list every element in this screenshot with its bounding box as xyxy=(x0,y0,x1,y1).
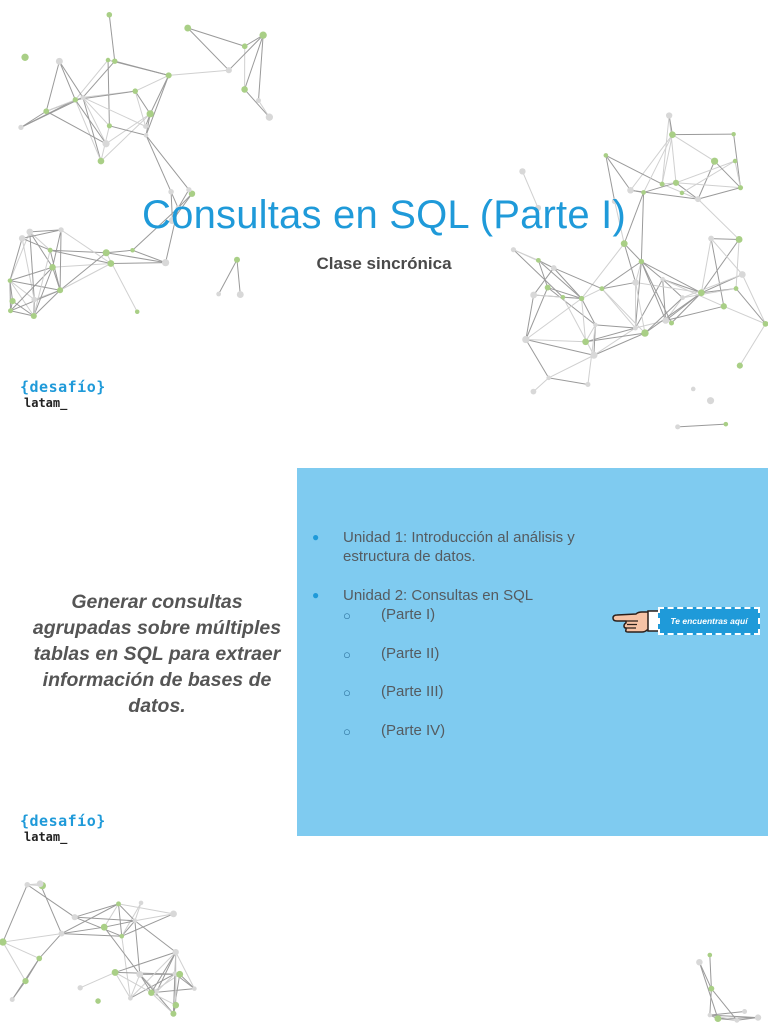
network-line xyxy=(109,126,146,135)
unit-2-part-4 xyxy=(343,721,611,760)
sub-bullet-icon: ○ xyxy=(343,723,351,739)
network-line xyxy=(682,161,735,193)
unit-2-part-1 xyxy=(343,605,611,644)
network-node xyxy=(59,931,65,937)
network-line xyxy=(645,293,701,333)
network-line xyxy=(710,1012,745,1016)
network-line xyxy=(594,328,636,355)
next-slide-partial xyxy=(0,864,768,1024)
network-node xyxy=(237,291,244,298)
network-node xyxy=(192,986,197,991)
network-node xyxy=(593,323,597,327)
network-node xyxy=(112,969,119,976)
network-node xyxy=(144,133,149,138)
network-line xyxy=(676,183,741,188)
network-line xyxy=(533,378,548,392)
network-node xyxy=(8,278,13,283)
network-node xyxy=(511,247,516,252)
network-node xyxy=(112,58,117,63)
network-line xyxy=(582,289,602,299)
network-node xyxy=(78,985,83,990)
network-node xyxy=(107,123,112,128)
network-node xyxy=(116,901,121,906)
network-node xyxy=(708,1013,712,1017)
network-line xyxy=(229,35,263,70)
network-node xyxy=(119,934,124,939)
network-node xyxy=(216,292,221,297)
network-node xyxy=(545,285,551,291)
part-label: (Parte I) xyxy=(381,606,436,623)
network-node xyxy=(170,910,177,917)
bullet-icon: ● xyxy=(312,530,320,544)
network-node xyxy=(711,158,718,165)
network-line xyxy=(151,993,176,1005)
logo-text-desafio: {desafío} xyxy=(20,812,106,830)
network-line xyxy=(595,325,635,328)
network-node xyxy=(707,397,714,404)
network-node xyxy=(43,108,49,114)
network-node xyxy=(733,159,737,163)
unit-2-part-3 xyxy=(343,682,611,721)
network-node xyxy=(738,185,743,190)
network-node xyxy=(136,971,143,978)
units-panel xyxy=(297,468,768,836)
network-line xyxy=(108,60,109,126)
network-line xyxy=(34,290,60,316)
network-node xyxy=(148,990,154,996)
network-line xyxy=(676,161,735,183)
network-line xyxy=(59,61,75,99)
network-line xyxy=(549,378,588,385)
network-node xyxy=(95,998,101,1004)
network-line xyxy=(672,134,733,135)
sub-bullet-icon: ○ xyxy=(343,608,351,623)
pointing-hand-icon xyxy=(612,608,660,634)
network-line xyxy=(130,974,139,998)
network-node xyxy=(680,295,685,300)
network-line xyxy=(669,116,676,183)
network-line xyxy=(710,955,712,989)
network-node xyxy=(673,180,679,186)
network-line xyxy=(602,289,636,328)
desafio-latam-logo xyxy=(20,814,106,843)
network-line xyxy=(135,91,150,114)
network-node xyxy=(709,986,715,992)
network-line xyxy=(46,111,106,144)
logo-text-latam: latam_ xyxy=(24,396,68,410)
network-node xyxy=(102,140,109,147)
units-list xyxy=(311,528,611,759)
network-line xyxy=(245,89,270,117)
network-line xyxy=(122,936,131,998)
network-node xyxy=(715,1015,722,1022)
network-node xyxy=(662,317,669,324)
network-node xyxy=(130,248,135,253)
network-line xyxy=(10,281,11,311)
network-line xyxy=(39,934,61,959)
logo-text-latam: latam_ xyxy=(24,830,68,844)
network-line xyxy=(699,962,711,988)
network-node xyxy=(734,1018,739,1023)
network-node xyxy=(256,98,261,103)
network-node xyxy=(522,336,529,343)
sub-bullet-icon: ○ xyxy=(343,685,351,700)
network-line xyxy=(46,100,75,111)
network-node xyxy=(669,320,674,325)
network-node xyxy=(186,187,191,192)
network-node xyxy=(546,376,551,381)
unit-1-label: Unidad 1: Introducción al análisis y estructura de datos. xyxy=(343,529,575,565)
network-line xyxy=(3,942,39,958)
network-node xyxy=(519,168,525,174)
network-node xyxy=(721,303,727,309)
network-node xyxy=(641,329,648,336)
network-line xyxy=(742,274,765,323)
network-node xyxy=(73,97,78,102)
network-node xyxy=(561,295,565,299)
network-node xyxy=(166,72,172,78)
network-line xyxy=(75,917,135,921)
network-line xyxy=(34,267,53,316)
network-line xyxy=(40,884,61,934)
desafio-latam-logo xyxy=(20,380,106,409)
network-line xyxy=(106,250,132,252)
network-node xyxy=(0,938,7,945)
network-line xyxy=(135,921,176,952)
part-label: (Parte II) xyxy=(381,644,440,662)
network-line xyxy=(645,298,683,333)
network-node xyxy=(106,58,111,63)
network-line xyxy=(135,91,145,126)
you-are-here-marker xyxy=(612,606,768,642)
network-line xyxy=(678,424,726,427)
network-line xyxy=(21,111,46,127)
network-node xyxy=(604,153,609,158)
network-node xyxy=(107,12,113,18)
network-line xyxy=(526,339,549,377)
network-line xyxy=(22,238,50,250)
network-line xyxy=(526,295,534,339)
network-node xyxy=(660,277,665,282)
network-node xyxy=(737,363,743,369)
network-node xyxy=(98,158,105,165)
network-node xyxy=(585,382,590,387)
network-line xyxy=(245,35,264,89)
network-node xyxy=(143,124,148,129)
network-node xyxy=(176,971,183,978)
network-node xyxy=(170,1011,176,1017)
network-node xyxy=(36,956,42,962)
network-node xyxy=(621,240,628,247)
network-node xyxy=(530,292,537,299)
network-node xyxy=(633,326,638,331)
network-node xyxy=(599,286,604,291)
network-line xyxy=(3,934,62,942)
network-node xyxy=(133,919,137,923)
objective-slide xyxy=(0,432,768,864)
unit-item-2 xyxy=(311,586,611,759)
logo-text-desafio: {desafío} xyxy=(20,378,106,396)
network-node xyxy=(48,248,53,253)
network-line xyxy=(122,914,174,936)
part-label: (Parte IV) xyxy=(381,721,446,739)
network-node xyxy=(10,997,15,1002)
network-line xyxy=(135,914,174,921)
network-node xyxy=(101,924,108,931)
network-line xyxy=(146,135,171,192)
network-node xyxy=(660,182,665,187)
network-node xyxy=(731,132,735,136)
network-node xyxy=(147,110,154,117)
network-node xyxy=(173,949,179,955)
network-line xyxy=(109,15,114,61)
network-node xyxy=(742,1009,747,1014)
network-line xyxy=(724,306,766,324)
network-node xyxy=(259,32,266,39)
network-node xyxy=(135,310,140,315)
network-node xyxy=(25,882,31,888)
bullet-icon: ● xyxy=(312,588,320,602)
network-line xyxy=(101,114,150,161)
network-line xyxy=(736,289,765,324)
network-line xyxy=(146,135,189,189)
network-line xyxy=(3,942,26,981)
learning-objective: Generar consultas agrupadas sobre múltiples tablas en SQL para extraer información de bases de datos. xyxy=(32,591,282,717)
slide-title: Consultas en SQL (Parte I) xyxy=(142,193,626,237)
network-line xyxy=(83,61,115,97)
network-line xyxy=(563,297,594,355)
network-line xyxy=(115,61,169,75)
network-node xyxy=(132,88,138,94)
network-line xyxy=(549,355,594,378)
network-background-decoration xyxy=(0,864,768,1024)
network-node xyxy=(666,112,672,118)
network-node xyxy=(582,338,589,345)
network-line xyxy=(62,934,122,937)
network-line xyxy=(663,279,724,306)
network-line xyxy=(699,962,718,1018)
network-line xyxy=(151,952,175,993)
network-node xyxy=(698,289,705,296)
network-node xyxy=(675,424,680,429)
network-line xyxy=(151,993,173,1014)
unit-2-part-2 xyxy=(343,644,611,683)
title-slide xyxy=(0,0,768,432)
network-node xyxy=(755,1014,761,1020)
network-node xyxy=(734,286,739,291)
network-node xyxy=(37,880,44,887)
network-node xyxy=(632,279,639,286)
network-line xyxy=(662,116,669,185)
network-node xyxy=(184,25,191,32)
network-node xyxy=(173,1002,179,1008)
unit-item-1 xyxy=(311,528,611,566)
network-node xyxy=(531,389,537,395)
network-node xyxy=(18,125,23,130)
network-line xyxy=(169,70,229,75)
network-node xyxy=(8,308,13,313)
network-node xyxy=(723,422,728,427)
slide-subtitle: Clase sincrónica xyxy=(316,254,452,273)
network-node xyxy=(21,54,28,61)
network-node xyxy=(696,959,702,965)
network-node xyxy=(80,95,85,100)
network-line xyxy=(27,885,74,917)
network-node xyxy=(31,313,37,319)
network-node xyxy=(139,901,144,906)
network-node xyxy=(31,297,37,303)
network-node xyxy=(708,953,713,958)
network-node xyxy=(128,996,133,1001)
network-node xyxy=(56,58,63,65)
network-node xyxy=(241,86,248,93)
network-line xyxy=(672,135,714,161)
part-label: (Parte III) xyxy=(381,683,444,700)
network-node xyxy=(22,978,28,984)
network-line xyxy=(3,885,27,942)
network-node xyxy=(669,131,676,138)
network-line xyxy=(46,61,59,111)
network-line xyxy=(711,239,739,240)
network-node xyxy=(242,43,248,49)
network-node xyxy=(266,114,273,121)
network-line xyxy=(83,97,146,126)
network-line xyxy=(59,61,82,97)
network-node xyxy=(691,387,696,392)
network-line xyxy=(683,289,736,298)
network-line xyxy=(258,35,263,100)
you-are-here-badge: Te encuentras aquí xyxy=(658,607,760,635)
network-node xyxy=(590,352,597,359)
unit-2-label: Unidad 2: Consultas en SQL xyxy=(343,587,534,604)
network-node xyxy=(57,287,63,293)
network-node xyxy=(579,296,584,301)
network-node xyxy=(72,914,78,920)
unit-2-parts xyxy=(343,605,611,759)
network-node xyxy=(226,67,232,73)
sub-bullet-icon: ○ xyxy=(343,646,351,662)
network-node xyxy=(154,989,159,994)
network-node xyxy=(9,298,15,304)
network-line xyxy=(80,972,115,987)
network-line xyxy=(150,75,168,113)
network-line xyxy=(710,989,712,1015)
network-line xyxy=(740,324,766,366)
